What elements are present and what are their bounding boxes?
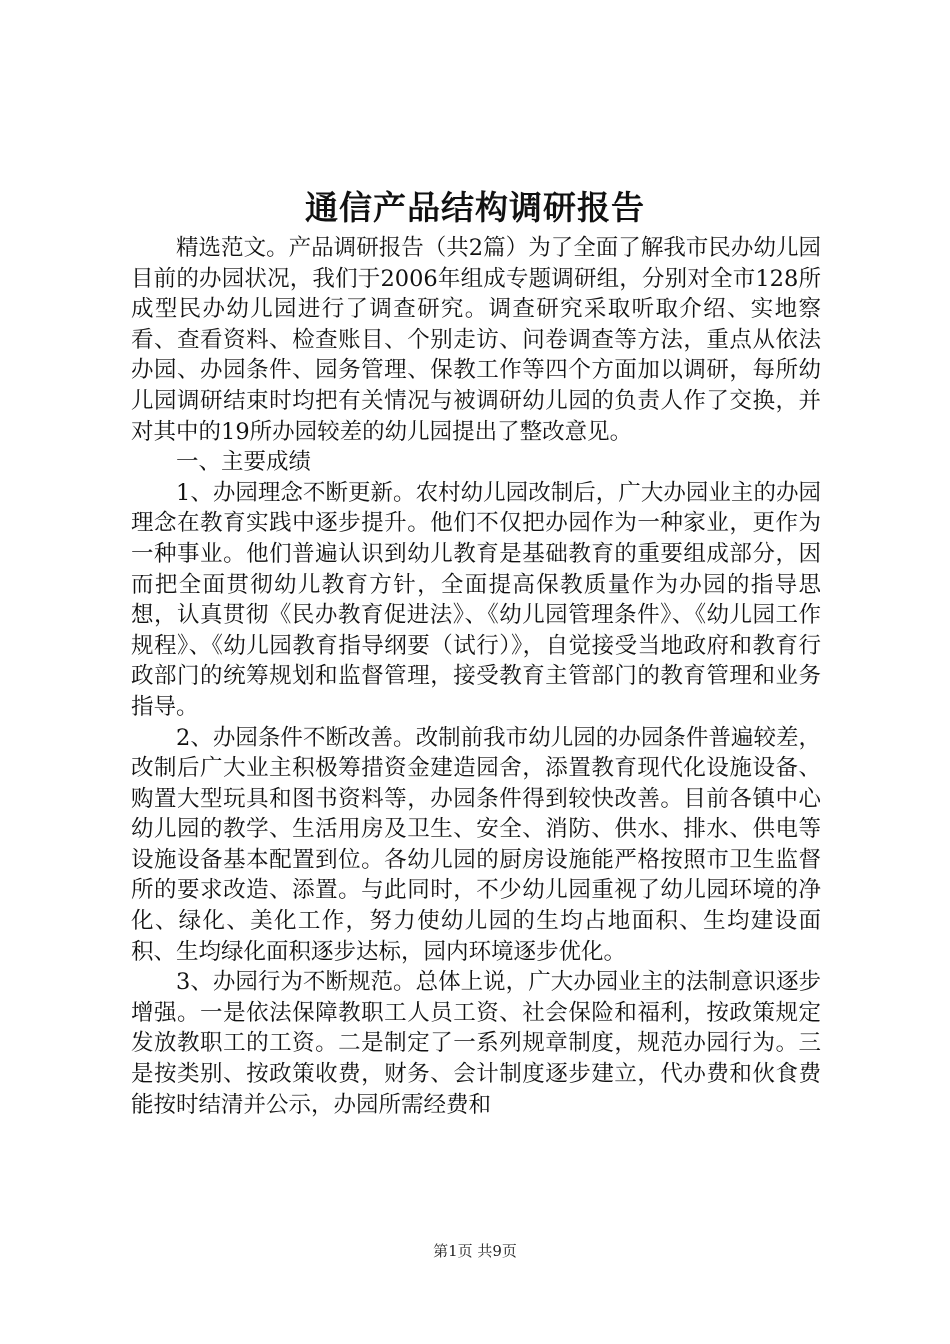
- section-heading-main-achievements: 一、主要成绩: [176, 449, 312, 476]
- document-body: [131, 233, 821, 1120]
- paragraph-intro: 精选范文。产品调研报告（共2篇）为了全面了解我市民办幼儿园目前的办园状况，我们于2006年组成专题调研组，分别对全市128所成型民办幼儿园进行了调查研究。调查研究采取听取介绍、实地察看、查看资料、检查账目、个别走访、问卷调查等方法，重点从依法办园、办园条件、园务管理、保教工作等四个方面加以调研，每所幼儿园调研结束时均把有关情况与被调研幼儿园的负责人作了交换，并对其中的19所办园较差的幼儿园提出了整改意见。: [131, 235, 821, 445]
- paragraph-point-1: 1、办园理念不断更新。农村幼儿园改制后，广大办园业主的办园理念在教育实践中逐步提升。他们不仅把办园作为一种家业，更作为一种事业。他们普遍认识到幼儿教育是基础教育的重要组成部分，因而把全面贯彻幼儿教育方针，全面提高保教质量作为办园的指导思想，认真贯彻《民办教育促进法》、《幼儿园管理条件》、《幼儿园工作规程》、《幼儿园教育指导纲要（试行）》，自觉接受当地政府和教育行政部门的统筹规划和监督管理，接受教育主管部门的教育管理和业务指导。: [131, 479, 821, 720]
- paragraph-point-3: 3、办园行为不断规范。总体上说，广大办园业主的法制意识逐步增强。一是依法保障教职工人员工资、社会保险和福利，按政策规定发放教职工的工资。二是制定了一系列规章制度，规范办园行为。三是按类别、按政策收费，财务、会计制度逐步建立，代办费和伙食费能按时结清并公示，办园所需经费和: [131, 969, 821, 1118]
- document-title: 通信产品结构调研报告: [305, 188, 645, 227]
- page-number-footer: 第1页 共9页: [433, 1242, 517, 1260]
- paragraph-point-2: 2、办园条件不断改善。改制前我市幼儿园的办园条件普遍较差，改制后广大业主积极筹措资金建造园舍，添置教育现代化设施设备、购置大型玩具和图书资料等，办园条件得到较快改善。目前各镇中心幼儿园的教学、生活用房及卫生、安全、消防、供水、排水、供电等设施设备基本配置到位。各幼儿园的厨房设施能严格按照市卫生监督所的要求改造、添置。与此同时，不少幼儿园重视了幼儿园环境的净化、绿化、美化工作，努力使幼儿园的生均占地面积、生均建设面积、生均绿化面积逐步达标，园内环境逐步优化。: [131, 724, 821, 965]
